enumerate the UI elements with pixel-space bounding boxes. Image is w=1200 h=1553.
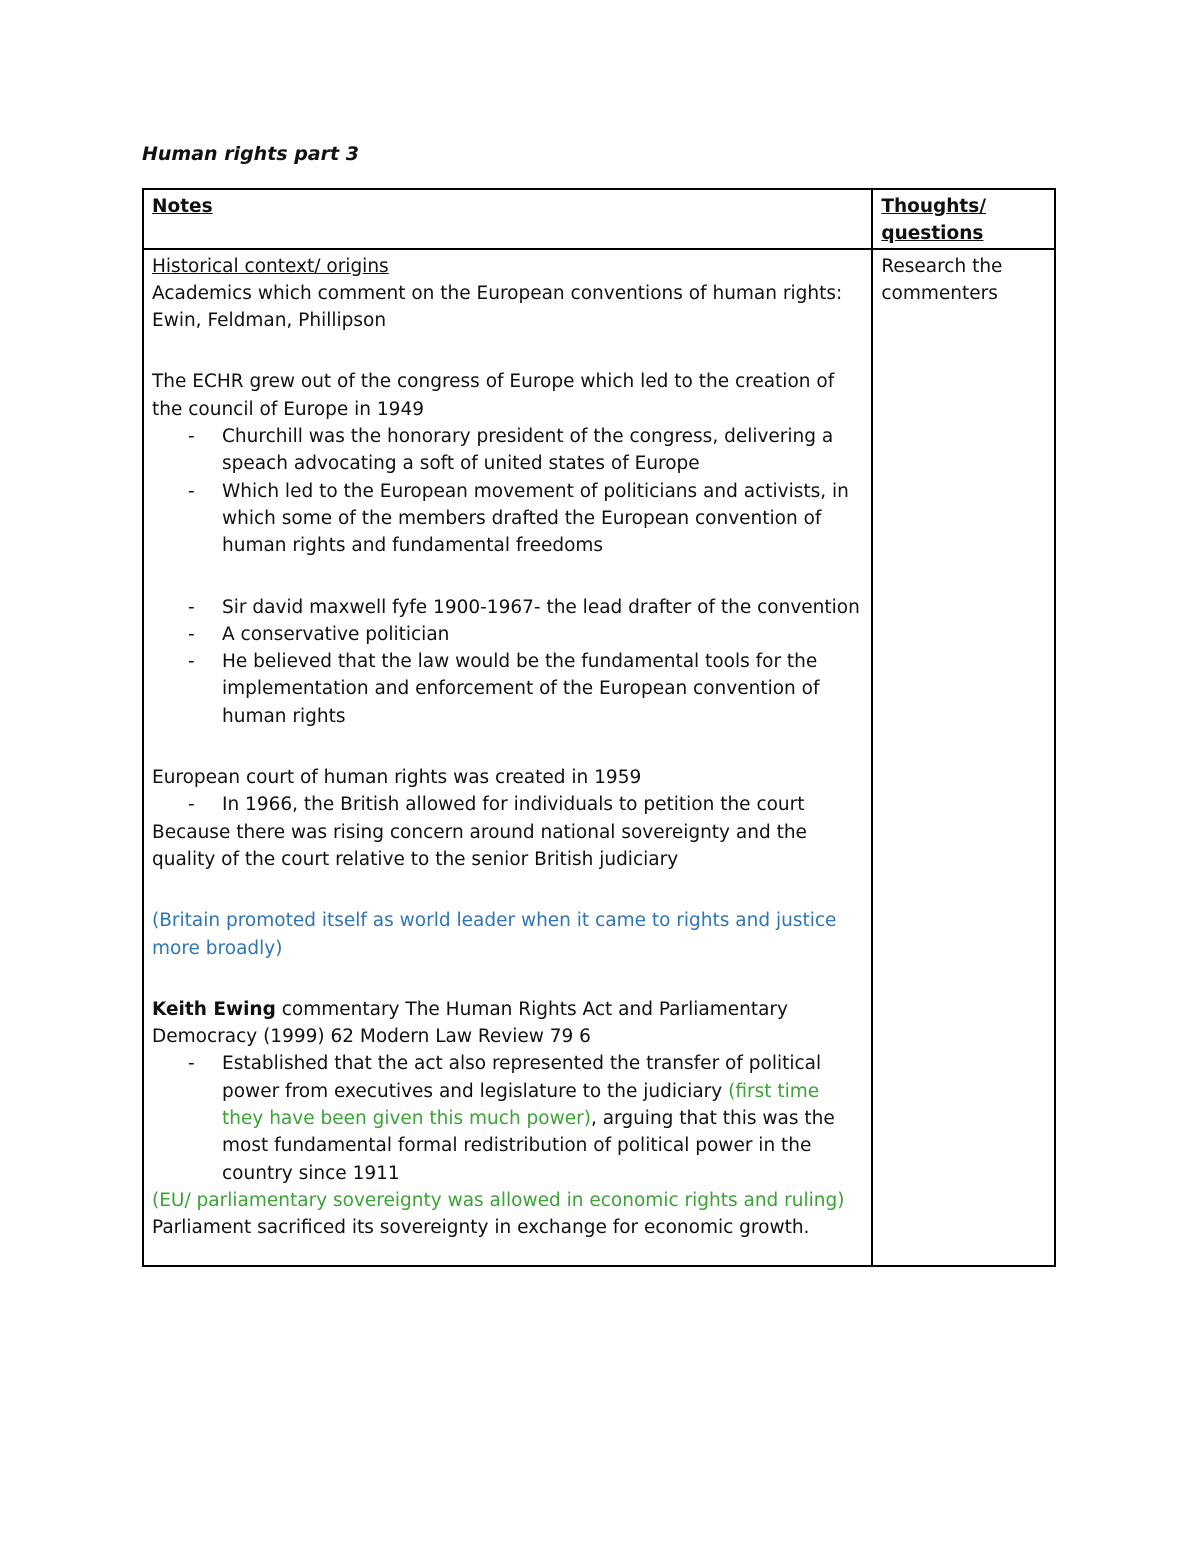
- final-line: Parliament sacrificed its sovereignty in exchange for economic growth.: [152, 1217, 810, 1239]
- ewing-name: Keith Ewing: [152, 998, 276, 1020]
- because-paragraph: Because there was rising concern around national sovereignty and the quality of the court relative to the senior British judiciary: [152, 821, 807, 870]
- thoughts-cell: [872, 249, 1055, 1266]
- list-item: - Which led to the European movement of politicians and activists, in which some of the members drafted the European convention of human rights and fundamental freedoms: [222, 478, 863, 560]
- list-item: - In 1966, the British allowed for individuals to petition the court: [222, 791, 863, 818]
- notes-table: [142, 188, 1056, 1267]
- list-item: - A conservative politician: [222, 621, 863, 648]
- green-note: (EU/ parliamentary sovereignty was allowed in economic rights and ruling): [152, 1189, 845, 1211]
- section-heading: Historical context/ origins: [152, 255, 389, 277]
- notes-header-cell: [143, 189, 872, 249]
- echr-paragraph: The ECHR grew out of the congress of Europe which led to the creation of the council of Europe in 1949: [152, 371, 835, 420]
- thoughts-text: Research the commenters: [881, 255, 1003, 304]
- table-header-row: [143, 189, 1055, 249]
- ewing-citation: commentary The Human Rights Act and Parliamentary Democracy (1999) 62 Modern Law Review 79 6: [152, 998, 788, 1048]
- bullet-list-4: [152, 1050, 863, 1186]
- list-item: - Sir david maxwell fyfe 1900-1967- the lead drafter of the convention: [222, 594, 863, 621]
- list-item: [222, 1050, 863, 1186]
- bullet-4-text: Established that the act also represented the transfer of political power from executives and legislature to the judiciary: [222, 1053, 822, 1102]
- list-item: - He believed that the law would be the fundamental tools for the implementation and enforcement of the European convention of human rights: [222, 648, 863, 730]
- bullet-list-3: [152, 791, 863, 818]
- academics-line: Academics which comment on the European conventions of human rights: Ewin, Feldman, Phillipson: [152, 282, 843, 332]
- blue-note: (Britain promoted itself as world leader when it came to rights and justice more broadly): [152, 910, 837, 959]
- bullet-list-2: [152, 594, 863, 730]
- court-line: European court of human rights was created in 1959: [152, 767, 642, 789]
- notes-header: Notes: [152, 196, 213, 217]
- list-item: - Churchill was the honorary president of the congress, delivering a speach advocating a soft of united states of Europe: [222, 423, 863, 478]
- bullet-4-text-2: , arguing that this was the most fundamental formal redistribution of political power in the country since 1911: [222, 1108, 835, 1184]
- table-body-row: [143, 249, 1055, 1266]
- page-title: Human rights part 3: [142, 143, 359, 165]
- notes-cell: [143, 249, 872, 1266]
- thoughts-header-cell: [872, 189, 1055, 249]
- thoughts-header: Thoughts/ questions: [881, 196, 987, 245]
- ewing-paragraph: [152, 996, 863, 1051]
- green-inline-note: (first time they have been given this much power): [222, 1080, 820, 1130]
- bullet-list-1: [152, 423, 863, 559]
